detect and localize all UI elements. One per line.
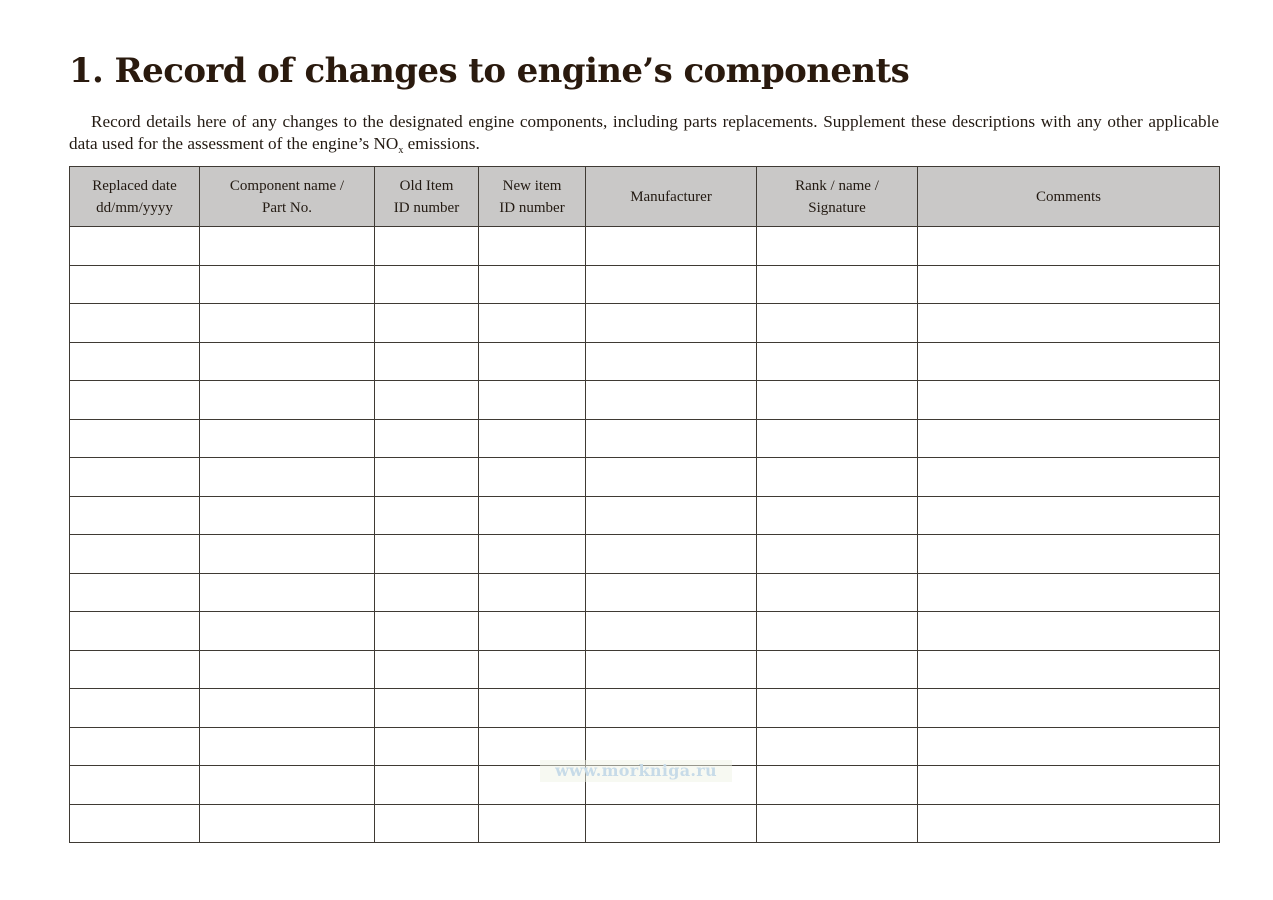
cell-rank-signature[interactable] bbox=[757, 381, 918, 420]
cell-rank-signature[interactable] bbox=[757, 689, 918, 728]
cell-old-item-id[interactable] bbox=[375, 804, 479, 843]
cell-component-name[interactable] bbox=[200, 419, 375, 458]
cell-component-name[interactable] bbox=[200, 573, 375, 612]
cell-replaced-date[interactable] bbox=[70, 535, 200, 574]
cell-new-item-id[interactable] bbox=[479, 496, 586, 535]
col-header-component-name: Component name / Part No. bbox=[200, 167, 375, 227]
cell-new-item-id[interactable] bbox=[479, 265, 586, 304]
cell-old-item-id[interactable] bbox=[375, 381, 479, 420]
cell-new-item-id[interactable] bbox=[479, 458, 586, 497]
cell-component-name[interactable] bbox=[200, 689, 375, 728]
cell-new-item-id[interactable] bbox=[479, 227, 586, 266]
cell-comments[interactable] bbox=[918, 265, 1220, 304]
cell-rank-signature[interactable] bbox=[757, 804, 918, 843]
cell-comments[interactable] bbox=[918, 573, 1220, 612]
col-header-manufacturer: Manufacturer bbox=[586, 167, 757, 227]
col-header-replaced-date: Replaced date dd/mm/yyyy bbox=[70, 167, 200, 227]
cell-comments[interactable] bbox=[918, 535, 1220, 574]
table-row bbox=[70, 419, 1220, 458]
cell-replaced-date[interactable] bbox=[70, 419, 200, 458]
cell-new-item-id[interactable] bbox=[479, 381, 586, 420]
col-header-new-item-id: New item ID number bbox=[479, 167, 586, 227]
cell-manufacturer[interactable] bbox=[586, 689, 757, 728]
cell-comments[interactable] bbox=[918, 650, 1220, 689]
cell-old-item-id[interactable] bbox=[375, 535, 479, 574]
cell-manufacturer[interactable] bbox=[586, 381, 757, 420]
table-row bbox=[70, 265, 1220, 304]
cell-old-item-id[interactable] bbox=[375, 458, 479, 497]
cell-old-item-id[interactable] bbox=[375, 265, 479, 304]
cell-rank-signature[interactable] bbox=[757, 458, 918, 497]
cell-component-name[interactable] bbox=[200, 227, 375, 266]
cell-rank-signature[interactable] bbox=[757, 573, 918, 612]
table-row bbox=[70, 804, 1220, 843]
cell-old-item-id[interactable] bbox=[375, 766, 479, 805]
cell-component-name[interactable] bbox=[200, 766, 375, 805]
table-row bbox=[70, 535, 1220, 574]
cell-rank-signature[interactable] bbox=[757, 612, 918, 651]
cell-replaced-date[interactable] bbox=[70, 573, 200, 612]
cell-component-name[interactable] bbox=[200, 304, 375, 343]
cell-old-item-id[interactable] bbox=[375, 496, 479, 535]
cell-manufacturer[interactable] bbox=[586, 227, 757, 266]
cell-old-item-id[interactable] bbox=[375, 573, 479, 612]
cell-rank-signature[interactable] bbox=[757, 496, 918, 535]
cell-component-name[interactable] bbox=[200, 381, 375, 420]
cell-manufacturer[interactable] bbox=[586, 612, 757, 651]
cell-comments[interactable] bbox=[918, 304, 1220, 343]
table-row bbox=[70, 573, 1220, 612]
table-row bbox=[70, 342, 1220, 381]
cell-comments[interactable] bbox=[918, 342, 1220, 381]
record-table bbox=[69, 166, 1220, 843]
cell-old-item-id[interactable] bbox=[375, 342, 479, 381]
watermark: www.morkniga.ru bbox=[540, 760, 732, 782]
cell-replaced-date[interactable] bbox=[70, 804, 200, 843]
cell-component-name[interactable] bbox=[200, 612, 375, 651]
cell-component-name[interactable] bbox=[200, 804, 375, 843]
cell-old-item-id[interactable] bbox=[375, 612, 479, 651]
cell-replaced-date[interactable] bbox=[70, 227, 200, 266]
table-row bbox=[70, 496, 1220, 535]
cell-manufacturer[interactable] bbox=[586, 265, 757, 304]
cell-manufacturer[interactable] bbox=[586, 342, 757, 381]
cell-new-item-id[interactable] bbox=[479, 535, 586, 574]
cell-manufacturer[interactable] bbox=[586, 573, 757, 612]
cell-manufacturer[interactable] bbox=[586, 535, 757, 574]
cell-manufacturer[interactable] bbox=[586, 496, 757, 535]
cell-replaced-date[interactable] bbox=[70, 458, 200, 497]
cell-replaced-date[interactable] bbox=[70, 766, 200, 805]
cell-old-item-id[interactable] bbox=[375, 689, 479, 728]
cell-comments[interactable] bbox=[918, 496, 1220, 535]
intro-text-end: emissions. bbox=[403, 134, 480, 153]
cell-replaced-date[interactable] bbox=[70, 265, 200, 304]
intro-subscript: x bbox=[398, 145, 404, 156]
cell-manufacturer[interactable] bbox=[586, 650, 757, 689]
cell-new-item-id[interactable] bbox=[479, 304, 586, 343]
cell-comments[interactable] bbox=[918, 804, 1220, 843]
cell-manufacturer[interactable] bbox=[586, 419, 757, 458]
table-row bbox=[70, 612, 1220, 651]
cell-replaced-date[interactable] bbox=[70, 496, 200, 535]
cell-replaced-date[interactable] bbox=[70, 650, 200, 689]
table-row bbox=[70, 689, 1220, 728]
cell-component-name[interactable] bbox=[200, 458, 375, 497]
cell-component-name[interactable] bbox=[200, 727, 375, 766]
cell-rank-signature[interactable] bbox=[757, 342, 918, 381]
cell-rank-signature[interactable] bbox=[757, 304, 918, 343]
cell-rank-signature[interactable] bbox=[757, 419, 918, 458]
cell-comments[interactable] bbox=[918, 381, 1220, 420]
cell-new-item-id[interactable] bbox=[479, 419, 586, 458]
cell-manufacturer[interactable] bbox=[586, 804, 757, 843]
cell-replaced-date[interactable] bbox=[70, 342, 200, 381]
col-header-old-item-id: Old Item ID number bbox=[375, 167, 479, 227]
intro-paragraph bbox=[69, 111, 1219, 155]
cell-rank-signature[interactable] bbox=[757, 227, 918, 266]
cell-component-name[interactable] bbox=[200, 535, 375, 574]
cell-replaced-date[interactable] bbox=[70, 612, 200, 651]
intro-text: Record details here of any changes to the designated engine components, including parts replacements. Supplement these descriptions with any other applicable data used for the assessment of the engine’s NO bbox=[69, 112, 1219, 153]
cell-manufacturer[interactable] bbox=[586, 304, 757, 343]
cell-rank-signature[interactable] bbox=[757, 727, 918, 766]
cell-comments[interactable] bbox=[918, 727, 1220, 766]
cell-old-item-id[interactable] bbox=[375, 304, 479, 343]
cell-new-item-id[interactable] bbox=[479, 804, 586, 843]
page-title: 1. Record of changes to engine’s components bbox=[69, 51, 910, 91]
record-table-body bbox=[70, 227, 1220, 843]
cell-rank-signature[interactable] bbox=[757, 650, 918, 689]
header-row bbox=[70, 167, 1220, 227]
cell-comments[interactable] bbox=[918, 227, 1220, 266]
table-row bbox=[70, 304, 1220, 343]
cell-old-item-id[interactable] bbox=[375, 227, 479, 266]
col-header-comments: Comments bbox=[918, 167, 1220, 227]
cell-component-name[interactable] bbox=[200, 265, 375, 304]
cell-new-item-id[interactable] bbox=[479, 612, 586, 651]
cell-rank-signature[interactable] bbox=[757, 535, 918, 574]
cell-replaced-date[interactable] bbox=[70, 689, 200, 728]
cell-comments[interactable] bbox=[918, 612, 1220, 651]
cell-old-item-id[interactable] bbox=[375, 727, 479, 766]
col-header-rank-signature: Rank / name / Signature bbox=[757, 167, 918, 227]
cell-replaced-date[interactable] bbox=[70, 381, 200, 420]
cell-component-name[interactable] bbox=[200, 496, 375, 535]
table-row bbox=[70, 227, 1220, 266]
cell-old-item-id[interactable] bbox=[375, 650, 479, 689]
table-row bbox=[70, 458, 1220, 497]
cell-comments[interactable] bbox=[918, 458, 1220, 497]
cell-new-item-id[interactable] bbox=[479, 573, 586, 612]
cell-rank-signature[interactable] bbox=[757, 766, 918, 805]
cell-new-item-id[interactable] bbox=[479, 689, 586, 728]
cell-replaced-date[interactable] bbox=[70, 727, 200, 766]
cell-comments[interactable] bbox=[918, 766, 1220, 805]
cell-new-item-id[interactable] bbox=[479, 650, 586, 689]
cell-comments[interactable] bbox=[918, 689, 1220, 728]
table-row bbox=[70, 381, 1220, 420]
cell-rank-signature[interactable] bbox=[757, 265, 918, 304]
cell-new-item-id[interactable] bbox=[479, 342, 586, 381]
table-row bbox=[70, 650, 1220, 689]
cell-manufacturer[interactable] bbox=[586, 458, 757, 497]
cell-component-name[interactable] bbox=[200, 342, 375, 381]
cell-component-name[interactable] bbox=[200, 650, 375, 689]
cell-replaced-date[interactable] bbox=[70, 304, 200, 343]
cell-old-item-id[interactable] bbox=[375, 419, 479, 458]
cell-comments[interactable] bbox=[918, 419, 1220, 458]
